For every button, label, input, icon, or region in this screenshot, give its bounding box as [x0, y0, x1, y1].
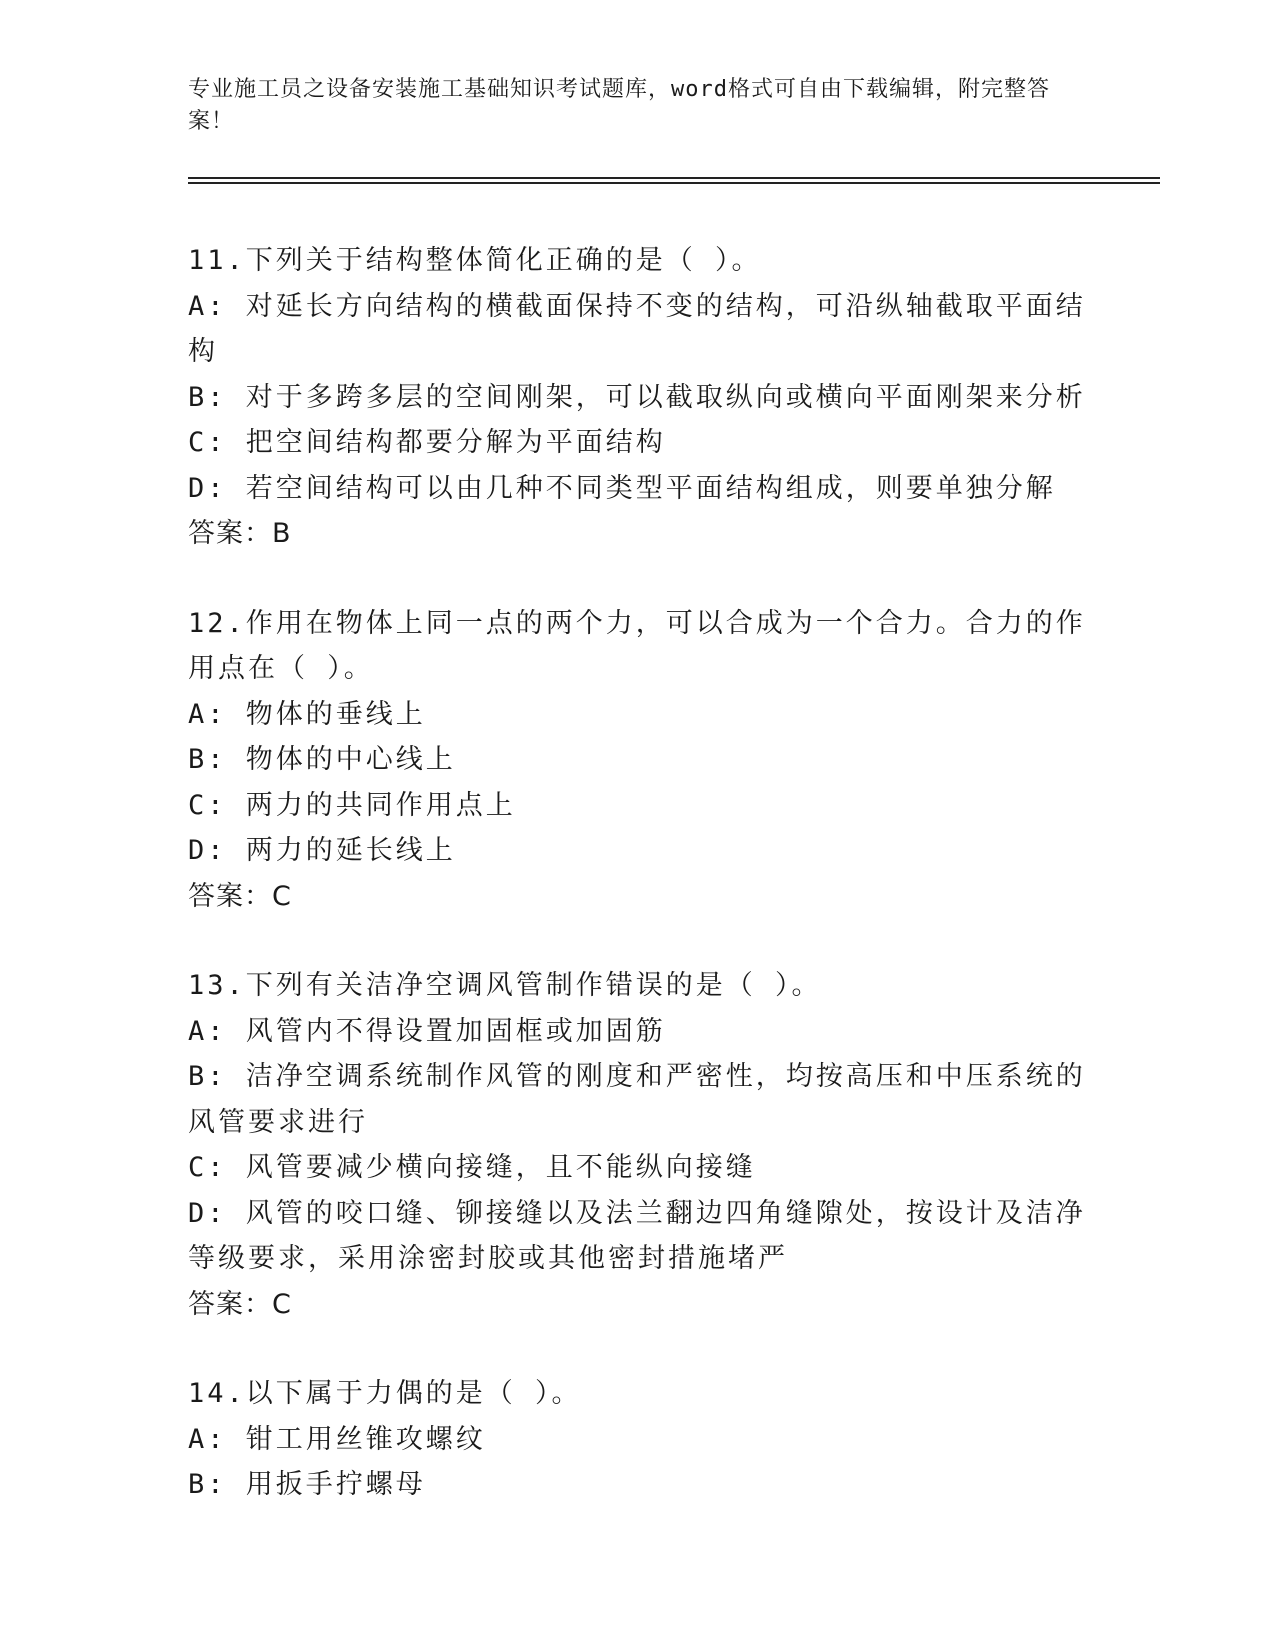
question-stem: 11.下列关于结构整体简化正确的是（ ）。	[188, 245, 762, 276]
document-header: 专业施工员之设备安装施工基础知识考试题库，word格式可自由下载编辑，附完整答案！	[188, 77, 1050, 134]
question-stem: 13.下列有关洁净空调风管制作错误的是（ ）。	[188, 970, 822, 1001]
header-divider-top	[188, 177, 1160, 179]
question-11	[188, 238, 1088, 557]
option-b: B: 对于多跨多层的空间刚架，可以截取纵向或横向平面刚架来分析	[188, 381, 1086, 413]
option-d: D: 若空间结构可以由几种不同类型平面结构组成，则要单独分解	[188, 472, 1056, 504]
option-d: D: 风管的咬口缝、铆接缝以及法兰翻边四角缝隙处，按设计及洁净等级要求，采用涂密封胶或其他密封措施堵严	[188, 1197, 1086, 1274]
header-divider-bottom	[188, 182, 1160, 184]
question-list	[188, 238, 1088, 1552]
option-a: A: 风管内不得设置加固框或加固筋	[188, 1015, 666, 1047]
option-b: B: 洁净空调系统制作风管的刚度和严密性，均按高压和中压系统的风管要求进行	[188, 1061, 1086, 1138]
option-a: A: 钳工用丝锥攻螺纹	[188, 1423, 486, 1455]
question-stem: 14.以下属于力偶的是（ ）。	[188, 1378, 582, 1409]
option-c: C: 把空间结构都要分解为平面结构	[188, 427, 666, 458]
answer-line: 答案：C	[188, 1288, 292, 1320]
option-c: C: 两力的共同作用点上	[188, 789, 516, 821]
question-14	[188, 1371, 1088, 1508]
option-b: B: 物体的中心线上	[188, 744, 456, 775]
answer-line: 答案：C	[188, 880, 292, 912]
option-a: A: 对延长方向结构的横截面保持不变的结构，可沿纵轴截取平面结构	[188, 290, 1086, 367]
option-b: B: 用扳手拧螺母	[188, 1469, 426, 1500]
question-stem: 12.作用在物体上同一点的两个力，可以合成为一个合力。合力的作用点在（ ）。	[188, 607, 1086, 684]
answer-line: 答案：B	[188, 518, 292, 549]
question-12	[188, 601, 1088, 920]
option-d: D: 两力的延长线上	[188, 835, 456, 866]
option-a: A: 物体的垂线上	[188, 698, 426, 730]
option-c: C: 风管要减少横向接缝，且不能纵向接缝	[188, 1152, 756, 1183]
question-13	[188, 963, 1088, 1327]
